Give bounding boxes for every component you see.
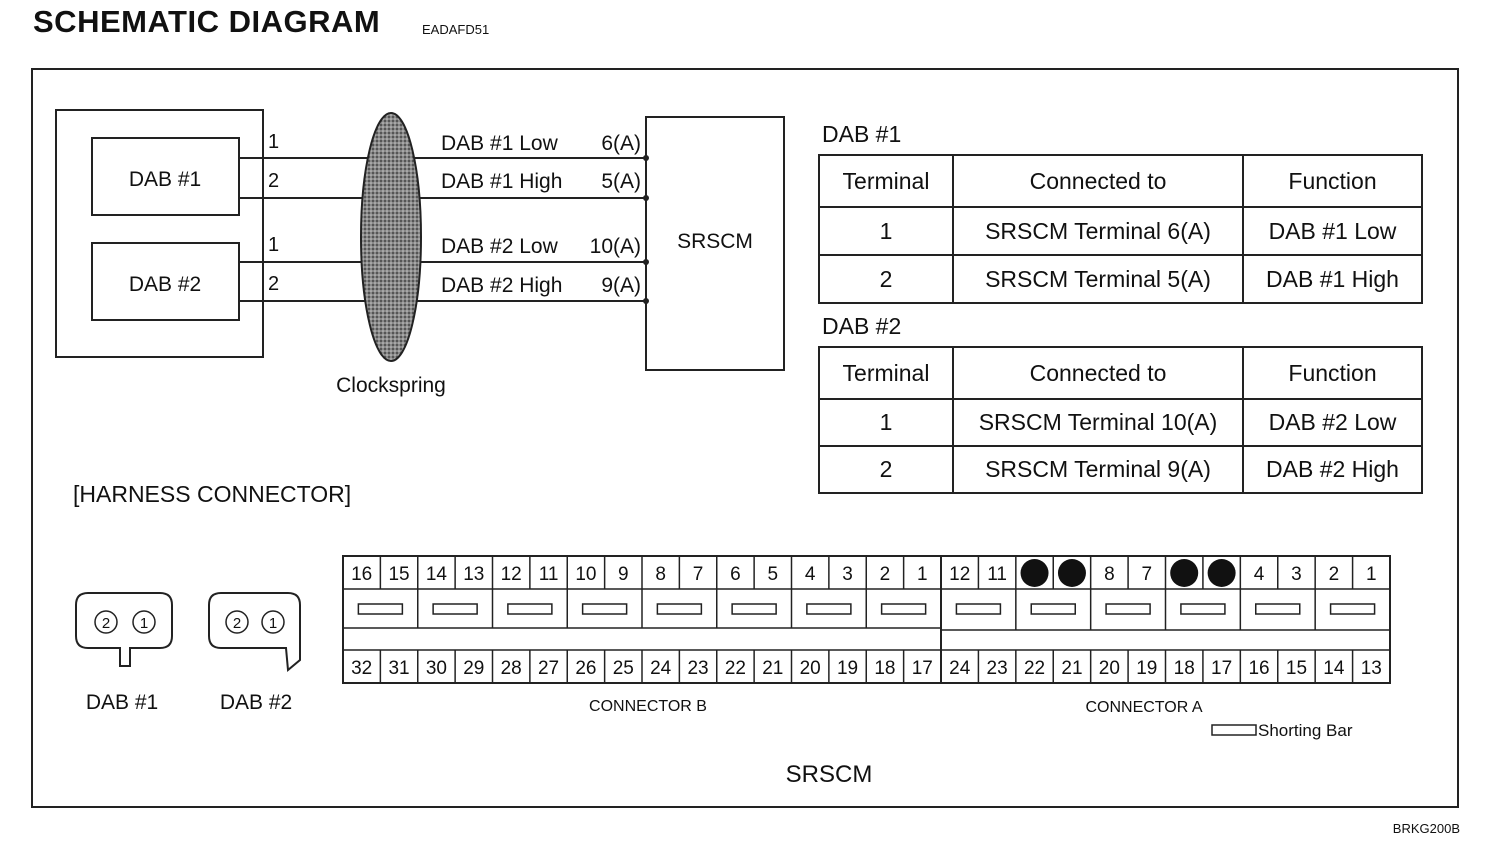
dab2-pin-2: 2 — [268, 273, 280, 295]
connector-b-bottom-pin: 26 — [575, 658, 597, 679]
connector-b-top-pin: 12 — [500, 564, 522, 585]
dab1-connector-shape — [76, 593, 172, 666]
connector-b-top-pin: 7 — [692, 564, 704, 585]
connector-a-shorting-bar — [1181, 604, 1225, 614]
connector-b-bottom-pin: 25 — [612, 658, 634, 679]
connector-a-bottom-pin: 13 — [1360, 658, 1382, 679]
connector-b-top-pin: 9 — [618, 564, 629, 585]
table-header: Function — [1243, 347, 1422, 399]
table-cell: 2 — [819, 446, 953, 493]
table-header: Connected to — [953, 347, 1243, 399]
connector-b-top-pin: 4 — [804, 564, 816, 585]
connector-b-top-pin: 14 — [425, 564, 448, 585]
table-header: Terminal — [819, 347, 953, 399]
connector-b-bottom-pin: 28 — [500, 658, 522, 679]
connector-b-top-pin: 11 — [538, 564, 559, 585]
table-row — [819, 446, 1422, 493]
figure-code: BRKG200B — [1392, 821, 1460, 836]
wire-terminal-6a: 6(A) — [601, 132, 641, 155]
connector-a-shorting-bar — [1256, 604, 1300, 614]
connector-b-top-pin: 2 — [879, 564, 891, 585]
connector-b-bottom-pin: 29 — [463, 658, 485, 679]
connector-b-shorting-bar — [732, 604, 776, 614]
connector-a-label: CONNECTOR A — [1085, 699, 1203, 716]
dab1-pin-1: 1 — [268, 131, 280, 153]
connector-b-shorting-bar — [433, 604, 477, 614]
table-cell: SRSCM Terminal 9(A) — [953, 446, 1243, 493]
table-row — [819, 207, 1422, 255]
connector-b-bottom-pin: 21 — [762, 658, 784, 679]
connector-b-bottom-pin: 19 — [836, 658, 859, 679]
connector-b-bottom-pin: 32 — [351, 658, 373, 679]
dab2-pin-1: 1 — [268, 234, 280, 256]
dab2-connector-shape — [209, 593, 300, 670]
dab1-connector-pin-2: 2 — [101, 615, 111, 632]
connector-b-top-pin: 16 — [351, 564, 373, 585]
connector-a-cells — [949, 556, 1382, 683]
connector-a-top-pin: 1 — [1366, 564, 1377, 585]
clockspring-shape — [361, 113, 421, 361]
connector-a-bottom-pin: 24 — [949, 658, 971, 679]
connector-a-shorting-bar — [956, 604, 1000, 614]
table-dab2-title: DAB #2 — [822, 313, 902, 339]
connector-a-bottom-pin: 15 — [1285, 658, 1308, 679]
document-code: EADAFD51 — [422, 22, 490, 37]
connector-a-top-pin: 7 — [1141, 564, 1153, 585]
connector-b-shorting-bar — [807, 604, 851, 614]
dab2-connector-pin-2: 2 — [232, 615, 242, 632]
connector-a-top-pin: 2 — [1328, 564, 1340, 585]
table-dab2 — [818, 346, 1423, 494]
connector-b-top-pin: 13 — [463, 564, 485, 585]
srscm-box-label: SRSCM — [677, 230, 753, 253]
connector-b-shorting-bar — [358, 604, 402, 614]
connector-b-bottom-pin: 30 — [425, 658, 448, 679]
table-cell: DAB #2 Low — [1243, 399, 1422, 446]
connector-b-top-pin: 15 — [388, 564, 410, 585]
dab2-label: DAB #2 — [128, 273, 202, 296]
connector-b-shorting-bar — [583, 604, 627, 614]
srscm-connector-label: SRSCM — [785, 761, 873, 788]
connector-a-bottom-pin: 14 — [1323, 658, 1345, 679]
table-cell: DAB #1 High — [1243, 255, 1422, 303]
dab1-label: DAB #1 — [128, 168, 202, 191]
dab2-connector-pin-1: 1 — [268, 615, 278, 632]
connector-b-top-pin: 3 — [842, 564, 853, 585]
wire-label-dab1-high: DAB #1 High — [441, 170, 563, 193]
connector-a-filled-cavity — [1208, 559, 1236, 587]
table-header: Function — [1243, 155, 1422, 207]
wire-terminal-5a: 5(A) — [601, 170, 641, 193]
connector-b-top-pin: 6 — [730, 564, 741, 585]
wire-label-dab1-low: DAB #1 Low — [441, 132, 558, 155]
harness-dab2-label: DAB #2 — [219, 691, 293, 714]
page-title: SCHEMATIC DIAGRAM — [33, 4, 381, 39]
harness-heading: [HARNESS CONNECTOR] — [73, 481, 352, 507]
connector-b-bottom-pin: 31 — [388, 658, 410, 679]
connector-a-shorting-bar — [1106, 604, 1150, 614]
wire-terminal-10a: 10(A) — [589, 235, 641, 258]
connector-a-shorting-bar — [1031, 604, 1075, 614]
table-cell: 1 — [819, 399, 953, 446]
table-cell: 1 — [819, 207, 953, 255]
connector-a-bottom-pin: 21 — [1061, 658, 1083, 679]
wire-label-dab2-high: DAB #2 High — [441, 274, 563, 297]
connector-b-bottom-pin: 22 — [724, 658, 747, 679]
connector-a-filled-cavity — [1058, 559, 1086, 587]
clockspring-label: Clockspring — [336, 374, 446, 397]
table-cell: SRSCM Terminal 10(A) — [953, 399, 1243, 446]
connector-b-top-pin: 8 — [655, 564, 666, 585]
connector-a-top-pin: 12 — [949, 564, 971, 585]
connector-a-bottom-pin: 20 — [1098, 658, 1120, 679]
connector-b-bottom-pin: 24 — [650, 658, 672, 679]
table-row — [819, 399, 1422, 446]
connector-a-top-pin: 8 — [1104, 564, 1115, 585]
connector-a-shorting-bar — [1331, 604, 1375, 614]
table-cell: SRSCM Terminal 6(A) — [953, 207, 1243, 255]
connector-a-bottom-pin: 19 — [1136, 658, 1158, 679]
connector-b-bottom-pin: 18 — [874, 658, 896, 679]
table-row — [819, 255, 1422, 303]
table-cell: DAB #2 High — [1243, 446, 1422, 493]
table-header: Terminal — [819, 155, 953, 207]
connector-a-bottom-pin: 23 — [986, 658, 1008, 679]
connector-a-top-pin: 4 — [1253, 564, 1265, 585]
connector-b-bottom-pin: 17 — [911, 658, 933, 679]
table-cell: SRSCM Terminal 5(A) — [953, 255, 1243, 303]
table-dab1 — [818, 154, 1423, 304]
table-cell: 2 — [819, 255, 953, 303]
connector-a-bottom-pin: 18 — [1173, 658, 1195, 679]
connector-b-top-pin: 10 — [575, 564, 597, 585]
shorting-bar-legend-icon — [1212, 725, 1256, 735]
harness-dab1-label: DAB #1 — [85, 691, 159, 714]
connector-b-cells — [351, 556, 933, 683]
dab1-pin-2: 2 — [268, 170, 280, 192]
connector-a-filled-cavity — [1021, 559, 1049, 587]
connector-b-bottom-pin: 27 — [537, 658, 560, 679]
shorting-bar-legend-label: Shorting Bar — [1258, 721, 1353, 740]
connector-b-bottom-pin: 23 — [687, 658, 709, 679]
connector-a-bottom-pin: 17 — [1211, 658, 1233, 679]
wire-label-dab2-low: DAB #2 Low — [441, 235, 558, 258]
connector-a-bottom-pin: 22 — [1023, 658, 1046, 679]
table-dab1-title: DAB #1 — [822, 121, 902, 147]
wire-terminal-9a: 9(A) — [601, 274, 641, 297]
connector-a-top-pin: 11 — [987, 564, 1007, 585]
connector-b-shorting-bar — [657, 604, 701, 614]
connector-b-shorting-bar — [882, 604, 926, 614]
connector-b-shorting-bar — [508, 604, 552, 614]
connector-a-top-pin: 3 — [1291, 564, 1302, 585]
connector-a-filled-cavity — [1170, 559, 1198, 587]
connector-b-top-pin: 5 — [767, 564, 779, 585]
table-header: Connected to — [953, 155, 1243, 207]
connector-b-label: CONNECTOR B — [589, 698, 707, 715]
connector-b-top-pin: 1 — [917, 564, 928, 585]
connector-a-bottom-pin: 16 — [1248, 658, 1270, 679]
table-cell: DAB #1 Low — [1243, 207, 1422, 255]
connector-b-bottom-pin: 20 — [799, 658, 821, 679]
dab1-connector-pin-1: 1 — [139, 615, 149, 632]
